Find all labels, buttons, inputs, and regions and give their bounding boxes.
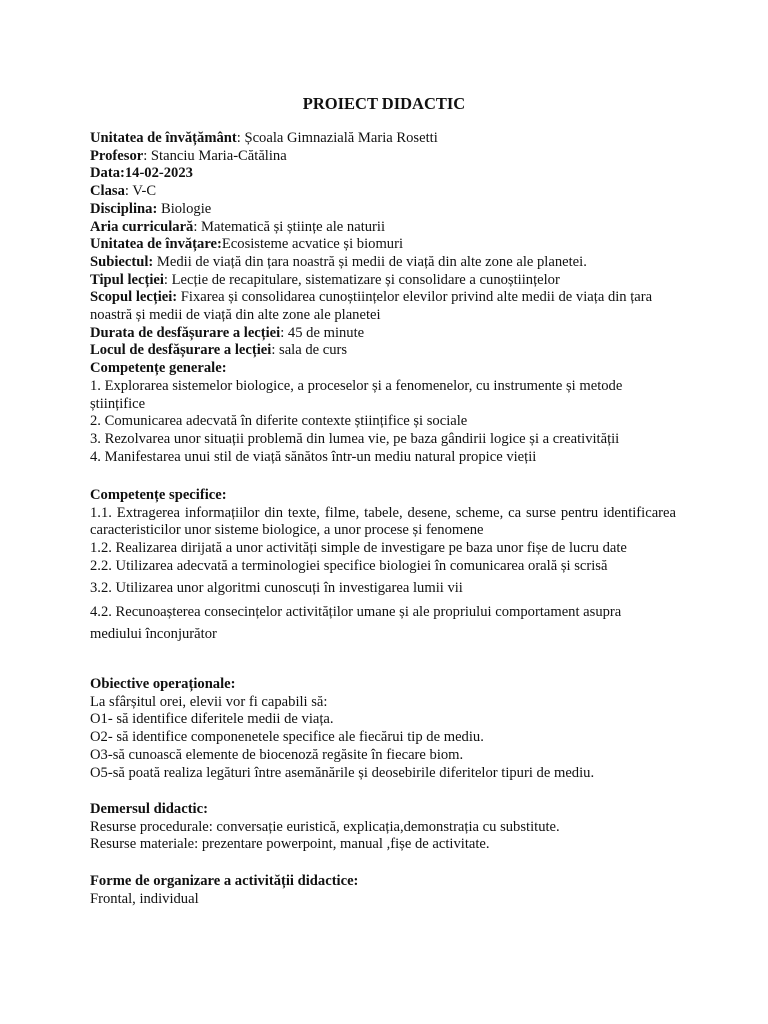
- competenta-generala-item: 4. Manifestarea unui stil de viață sănătos într-un mediu natural propice vieții: [90, 448, 537, 465]
- unitate-invatare-value: Ecosisteme acvatice și biomuri: [221, 236, 404, 253]
- unitate-invatare-row: [90, 236, 676, 254]
- unitate-value: : Școala Gimnazială Maria Rosetti: [236, 130, 438, 146]
- obiectiv-item: O3-să cunoască elemente de biocenoză regăsite în fiecare biom.: [90, 746, 464, 763]
- forme-value: Frontal, individual: [90, 890, 199, 907]
- locul-row: [90, 342, 676, 360]
- competenta-specifica-item: 1.1. Extragerea informațiilor din texte, filme, tabele, desene, scheme, ca surse pentru identificarea caracteristicilor unor sisteme biologice, a unor procese și fenomene: [90, 504, 676, 539]
- competenta-generala-item: 2. Comunicarea adecvată în diferite contexte științifice și sociale: [90, 413, 468, 430]
- disciplina-row: [90, 201, 676, 219]
- obiectiv-item: O5-să poată realiza legături între asemănările și deosebirile diferitelor tipuri de mediu.: [90, 764, 595, 781]
- resurse-procedurale: Resurse procedurale: conversație euristică, explicația,demonstrația cu substitute.: [90, 818, 560, 835]
- clasa-label: Clasa: [90, 183, 125, 200]
- clasa-row: [90, 183, 676, 201]
- locul-label: Locul de desfășurare a lecției: [90, 342, 272, 359]
- profesor-label: Profesor: [90, 147, 144, 164]
- aria-row: [90, 219, 676, 237]
- locul-value: : sala de curs: [271, 342, 348, 359]
- obiective-intro: La sfârșitul orei, elevii vor fi capabili să:: [90, 693, 328, 710]
- competente-specifice-section: [90, 487, 676, 645]
- unitate-row: [90, 130, 676, 148]
- competente-generale-heading: Competențe generale:: [90, 360, 227, 377]
- subiect-row: [90, 254, 676, 272]
- data-row: [90, 165, 676, 183]
- durata-label: Durata de desfășurare a lecției: [90, 324, 281, 341]
- aria-label: Aria curriculară: [90, 218, 194, 235]
- obiectiv-item: O2- să identifice componenetele specifice ale fiecărui tip de mediu.: [90, 729, 484, 746]
- disciplina-value: Biologie: [157, 200, 212, 217]
- durata-value: : 45 de minute: [280, 324, 365, 341]
- unitate-label: Unitatea de învățământ: [90, 130, 237, 146]
- resurse-materiale: Resurse materiale: prezentare powerpoint, manual ,fișe de activitate.: [90, 836, 490, 853]
- demers-section: [90, 801, 676, 854]
- tip-row: [90, 272, 676, 290]
- obiectiv-item: O1- să identifice diferitele medii de viața.: [90, 711, 334, 728]
- competenta-specifica-item: 1.2. Realizarea dirijată a unor activități simple de investigare pe baza unor fișe de lucru date: [90, 540, 627, 557]
- obiective-heading: Obiective operaționale:: [90, 676, 236, 692]
- clasa-value: : V-C: [124, 183, 157, 200]
- profesor-row: [90, 148, 676, 166]
- subiect-value: Medii de viață din țara noastră și medii de viață din alte zone ale planetei.: [153, 253, 587, 270]
- tip-value: : Lecție de recapitulare, sistematizare și consolidare a cunoștiințelor: [163, 271, 560, 288]
- scop-value: Fixarea și consolidarea cunoștiințelor elevilor privind alte medii de viața din țara noastră și medii de viață din alte zone ale planetei: [90, 289, 653, 324]
- disciplina-label: Disciplina:: [90, 200, 158, 217]
- tip-label: Tipul lecției: [90, 271, 164, 288]
- competenta-specifica-item: 3.2. Utilizarea unor algoritmi cunoscuți în investigarea lumii vii: [90, 579, 463, 596]
- data-label: Data:14-02-2023: [90, 165, 193, 182]
- forme-section: [90, 873, 676, 908]
- lesson-info: [90, 130, 676, 466]
- scop-row: [90, 289, 676, 324]
- competenta-generala-item: 1. Explorarea sistemelor biologice, a proceselor și a fenomenelor, cu instrumente și metode științifice: [90, 377, 623, 412]
- forme-heading: Forme de organizare a activității didactice:: [90, 873, 359, 889]
- document-title: PROIECT DIDACTIC: [302, 94, 466, 113]
- competente-specifice-heading: Competențe specifice:: [90, 487, 227, 503]
- competenta-specifica-item: 4.2. Recunoașterea consecințelor activităților umane și ale propriului comportament asupra mediului înconjurător: [90, 604, 622, 643]
- durata-row: [90, 325, 676, 343]
- competenta-generala-item: 3. Rezolvarea unor situații problemă din lumea vie, pe baza gândirii logice și a creativității: [90, 430, 620, 447]
- obiective-section: [90, 676, 676, 782]
- aria-value: : Matematică și științe ale naturii: [193, 218, 386, 235]
- subiect-label: Subiectul:: [90, 253, 154, 270]
- competenta-specifica-item: 2.2. Utilizarea adecvată a terminologiei specifice biologiei în comunicarea orală și scrisă: [90, 557, 608, 574]
- profesor-value: : Stanciu Maria-Cătălina: [143, 147, 287, 164]
- scop-label: Scopul lecției:: [90, 289, 178, 306]
- demers-heading: Demersul didactic:: [90, 801, 208, 817]
- unitate-invatare-label: Unitatea de învățare:: [90, 236, 222, 253]
